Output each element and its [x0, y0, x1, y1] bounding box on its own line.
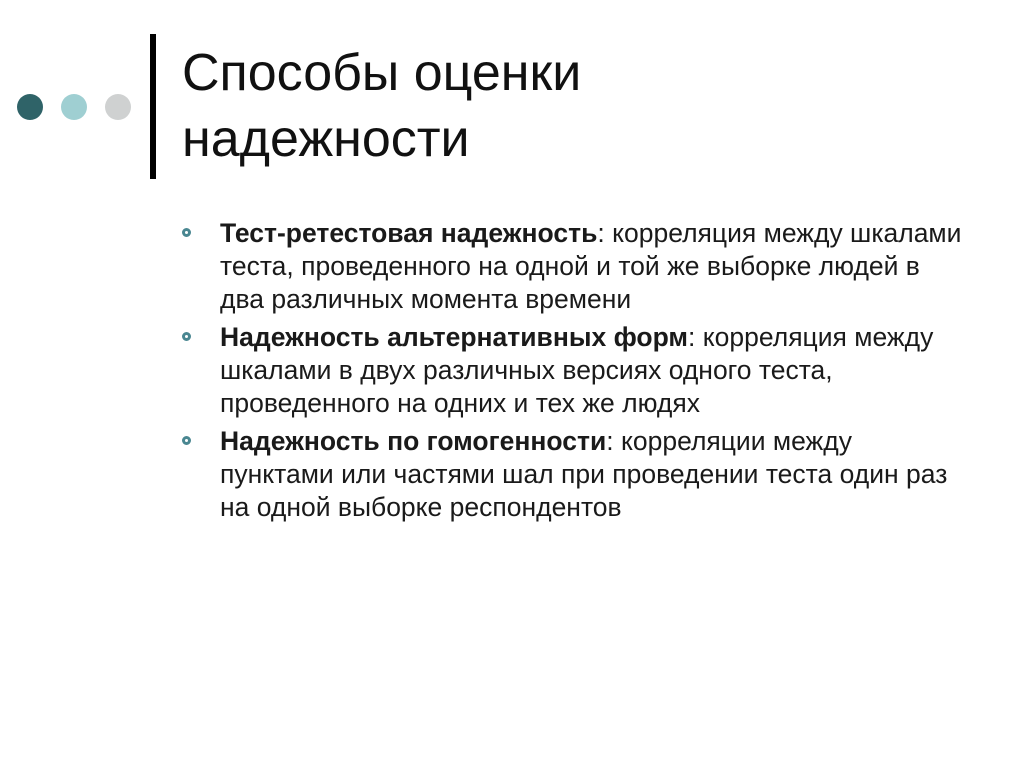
bullet-term: Надежность по гомогенности [220, 426, 607, 456]
bullet-item-homogeneity [182, 425, 962, 524]
bullet-text: : корреляция между шкалами в двух различных версиях одного теста, проведенного на одних и тех же людях [220, 322, 934, 418]
light-teal-dot-icon [61, 94, 87, 120]
bullet-list [182, 217, 962, 529]
title-divider-line [150, 34, 156, 179]
bullet-circle-icon [182, 436, 191, 445]
title-line-1: Способы оценки [182, 44, 582, 102]
bullet-term: Тест-ретестовая надежность [220, 218, 598, 248]
bullet-text: : корреляции между пунктами или частями шал при проведении теста один раз на одной выборке респондентов [220, 426, 948, 522]
gray-dot-icon [105, 94, 131, 120]
bullet-text: : корреляция между шкалами теста, проведенного на одной и той же выборке людей в два различных момента времени [220, 218, 962, 314]
decorative-dots [17, 94, 137, 120]
bullet-item-alternative-forms [182, 321, 962, 420]
slide-title [182, 40, 982, 172]
title-line-2: надежности [182, 110, 470, 168]
bullet-circle-icon [182, 332, 191, 341]
bullet-term: Надежность альтернативных форм [220, 322, 689, 352]
dark-teal-dot-icon [17, 94, 43, 120]
bullet-item-test-retest [182, 217, 962, 316]
bullet-circle-icon [182, 228, 191, 237]
